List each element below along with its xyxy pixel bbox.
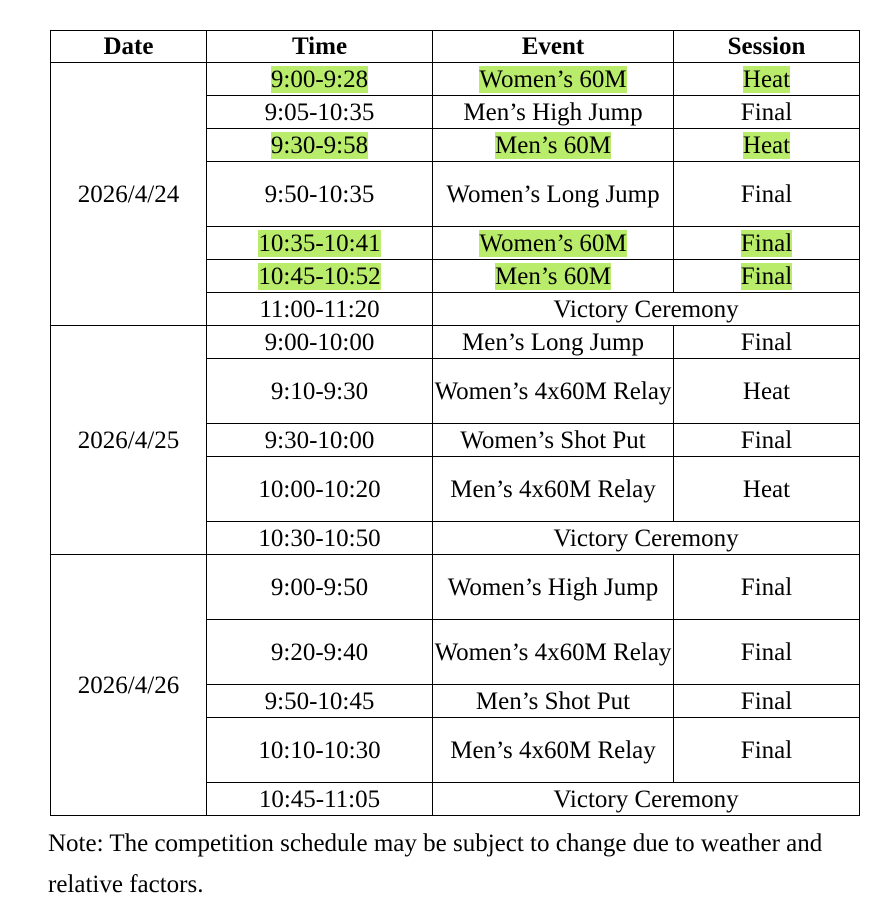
time-text: 10:45-10:52 bbox=[258, 262, 381, 290]
time-cell bbox=[207, 260, 433, 293]
event-cell bbox=[433, 457, 674, 522]
event-cell bbox=[433, 620, 674, 685]
session-cell bbox=[674, 359, 860, 424]
session-text: Final bbox=[740, 638, 793, 666]
session-cell bbox=[674, 620, 860, 685]
header-session: Session bbox=[674, 31, 860, 63]
event-text: Men’s 60M bbox=[495, 131, 611, 159]
session-cell bbox=[674, 129, 860, 162]
event-cell bbox=[433, 326, 674, 359]
session-text: Final bbox=[740, 262, 793, 290]
header-time: Time bbox=[207, 31, 433, 63]
event-cell bbox=[433, 260, 674, 293]
event-cell bbox=[433, 424, 674, 457]
time-text: 10:00-10:20 bbox=[258, 475, 381, 503]
session-text: Final bbox=[740, 687, 793, 715]
time-text: 11:00-11:20 bbox=[259, 295, 380, 323]
event-cell bbox=[433, 96, 674, 129]
event-text: Victory Ceremony bbox=[553, 295, 739, 323]
time-cell bbox=[207, 620, 433, 685]
schedule-table bbox=[50, 30, 860, 816]
time-text: 9:50-10:45 bbox=[264, 687, 375, 715]
time-cell bbox=[207, 522, 433, 555]
time-cell bbox=[207, 129, 433, 162]
time-cell bbox=[207, 555, 433, 620]
session-text: Final bbox=[740, 573, 793, 601]
event-text: Victory Ceremony bbox=[553, 785, 739, 813]
event-text: Women’s 60M bbox=[479, 65, 627, 93]
event-text: Women’s High Jump bbox=[447, 573, 659, 601]
table-row bbox=[51, 63, 860, 96]
session-text: Heat bbox=[742, 65, 791, 93]
session-cell bbox=[674, 227, 860, 260]
session-text: Final bbox=[740, 98, 793, 126]
session-text: Final bbox=[740, 736, 793, 764]
time-text: 9:10-9:30 bbox=[270, 377, 369, 405]
session-cell bbox=[674, 555, 860, 620]
schedule-note: Note: The competition schedule may be subject to change due to weather and relative factors. bbox=[48, 830, 823, 898]
event-cell bbox=[433, 227, 674, 260]
time-cell bbox=[207, 424, 433, 457]
time-cell bbox=[207, 457, 433, 522]
event-text: Men’s High Jump bbox=[463, 98, 643, 126]
time-text: 10:45-11:05 bbox=[258, 785, 381, 813]
event-cell bbox=[433, 555, 674, 620]
ceremony-cell bbox=[433, 293, 860, 326]
time-cell bbox=[207, 227, 433, 260]
table-row bbox=[51, 326, 860, 359]
event-text: Men’s Long Jump bbox=[462, 328, 644, 356]
date-text: 2026/4/26 bbox=[77, 671, 180, 699]
table-row bbox=[51, 555, 860, 620]
time-cell bbox=[207, 293, 433, 326]
session-cell bbox=[674, 718, 860, 783]
header-date: Date bbox=[51, 31, 207, 63]
time-text: 9:30-10:00 bbox=[264, 426, 375, 454]
date-text: 2026/4/25 bbox=[77, 426, 180, 454]
time-cell bbox=[207, 685, 433, 718]
session-cell bbox=[674, 457, 860, 522]
session-text: Final bbox=[740, 229, 793, 257]
event-text: Men’s 60M bbox=[495, 262, 611, 290]
time-cell bbox=[207, 359, 433, 424]
session-cell bbox=[674, 685, 860, 718]
session-cell bbox=[674, 326, 860, 359]
date-cell bbox=[51, 326, 207, 555]
time-text: 10:10-10:30 bbox=[258, 736, 381, 764]
ceremony-cell bbox=[433, 522, 860, 555]
time-text: 9:50-10:35 bbox=[264, 180, 375, 208]
time-cell bbox=[207, 162, 433, 227]
date-text: 2026/4/24 bbox=[77, 180, 180, 208]
event-cell bbox=[433, 162, 674, 227]
time-cell bbox=[207, 783, 433, 816]
session-text: Final bbox=[740, 426, 793, 454]
event-cell bbox=[433, 63, 674, 96]
date-cell bbox=[51, 555, 207, 816]
time-cell bbox=[207, 63, 433, 96]
date-cell bbox=[51, 63, 207, 326]
time-text: 9:00-10:00 bbox=[264, 328, 375, 356]
session-text: Heat bbox=[742, 377, 791, 405]
session-text: Final bbox=[740, 180, 793, 208]
session-cell bbox=[674, 260, 860, 293]
header-row bbox=[51, 31, 860, 63]
session-cell bbox=[674, 162, 860, 227]
time-text: 9:20-9:40 bbox=[270, 638, 369, 666]
event-text: Men’s 4x60M Relay bbox=[450, 475, 656, 503]
time-text: 9:00-9:28 bbox=[270, 65, 369, 93]
event-text: Women’s Shot Put bbox=[460, 426, 646, 454]
session-text: Final bbox=[740, 328, 793, 356]
event-text: Women’s Long Jump bbox=[446, 180, 660, 208]
session-text: Heat bbox=[742, 475, 791, 503]
time-text: 9:05-10:35 bbox=[264, 98, 375, 126]
ceremony-cell bbox=[433, 783, 860, 816]
time-text: 10:35-10:41 bbox=[258, 229, 381, 257]
event-text: Women’s 4x60M Relay bbox=[434, 638, 672, 666]
time-text: 9:00-9:50 bbox=[270, 573, 369, 601]
event-text: Victory Ceremony bbox=[553, 524, 739, 552]
event-text: Women’s 60M bbox=[479, 229, 627, 257]
event-cell bbox=[433, 359, 674, 424]
time-text: 10:30-10:50 bbox=[258, 524, 381, 552]
session-cell bbox=[674, 96, 860, 129]
time-cell bbox=[207, 718, 433, 783]
event-cell bbox=[433, 129, 674, 162]
session-text: Heat bbox=[742, 131, 791, 159]
event-cell bbox=[433, 718, 674, 783]
time-text: 9:30-9:58 bbox=[270, 131, 369, 159]
header-event: Event bbox=[433, 31, 674, 63]
event-text: Women’s 4x60M Relay bbox=[434, 377, 672, 405]
time-cell bbox=[207, 326, 433, 359]
event-cell bbox=[433, 685, 674, 718]
time-cell bbox=[207, 96, 433, 129]
event-text: Men’s Shot Put bbox=[475, 687, 631, 715]
session-cell bbox=[674, 63, 860, 96]
session-cell bbox=[674, 424, 860, 457]
event-text: Men’s 4x60M Relay bbox=[450, 736, 656, 764]
